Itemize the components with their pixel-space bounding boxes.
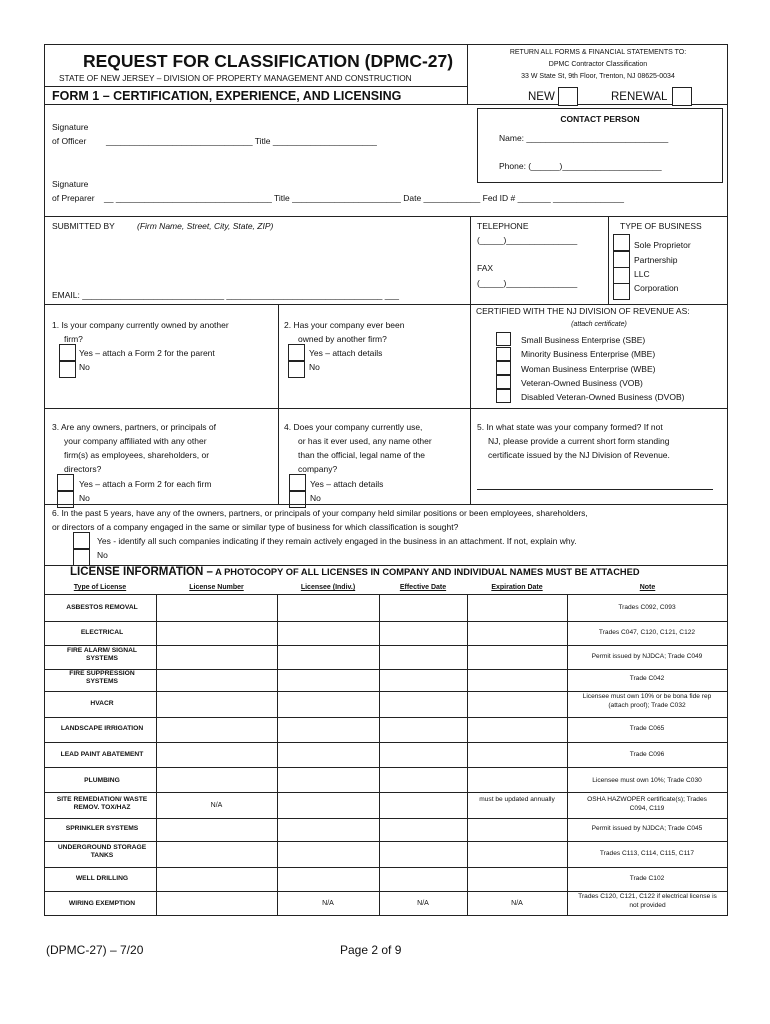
license-note-electrical: Trades C047, C120, C121, C122 [598,629,696,636]
license-row-well-drilling: WELL DRILLING [75,875,129,882]
mbe-label: Minority Business Enterprise (MBE) [521,349,656,359]
q2-yes-label: Yes – attach details [309,348,383,358]
telephone-label: TELEPHONE [477,221,529,231]
q3-text4: directors? [64,464,102,474]
col-licensee: Licensee (Indiv.) [300,584,356,591]
submitted-by-hint: (Firm Name, Street, City, State, ZIP) [137,221,274,231]
q2-no-checkbox[interactable] [288,361,305,378]
contact-phone-field[interactable]: Phone: (______)_____________________ [499,161,662,171]
license-note-hvacr: Licensee must own 10% or be bona fide rep (attach proof); Trade C032 [582,693,712,709]
q1-text: 1. Is your company currently owned by another [52,320,229,330]
dvob-label: Disabled Veteran-Owned Business (DVOB) [521,392,685,402]
wbe-checkbox[interactable] [496,361,511,375]
q6-no-label: No [97,550,108,560]
license-heading [70,566,640,579]
submitted-by-label: SUBMITTED BY [52,221,115,231]
q2-yes-checkbox[interactable] [288,344,305,361]
q4-yes-checkbox[interactable] [289,474,306,491]
license-row-lead-paint: LEAD PAINT ABATEMENT [60,751,144,758]
license-row-asbestos: ASBESTOS REMOVAL [66,604,138,611]
dvob-checkbox[interactable] [496,389,511,403]
license-note-fire-alarm: Permit issued by NJDCA; Trade C049 [591,653,703,660]
business-type-heading: TYPE OF BUSINESS [620,221,702,231]
vob-checkbox[interactable] [496,375,511,389]
q3-text3: firm(s) as employees, shareholders, or [64,450,210,460]
wiring-expiration-na: N/A [511,900,523,907]
q1-no-label: No [79,362,90,372]
officer-signature-label: Signature [52,122,89,132]
llc-label: LLC [634,269,650,279]
col-license-number: License Number [189,584,244,591]
return-address-line2: DPMC Contractor Classification [548,61,648,68]
site-remediation-expiration-note: must be updated annually [479,796,555,803]
license-note-wiring-exemption: Trades C120, C121, C122 if electrical license is not provided [578,893,717,909]
q4-text: 4. Does your company currently use, [284,422,423,432]
license-note-well-drilling: Trade C102 [629,875,665,882]
license-note-sprinkler: Permit issued by NJDCA; Trade C045 [591,825,703,832]
certified-heading: CERTIFIED WITH THE NJ DIVISION OF REVENUE AS: [476,306,690,316]
q3-text2: your company affiliated with any other [64,436,207,446]
license-row-sprinkler: SPRINKLER SYSTEMS [65,825,139,832]
license-row-landscape: LANDSCAPE IRRIGATION [60,725,144,732]
return-address-line1: RETURN ALL FORMS & FINANCIAL STATEMENTS TO: [509,49,687,56]
q1-yes-checkbox[interactable] [59,344,76,361]
q4-yes-label: Yes – attach details [310,479,384,489]
wiring-effective-na: N/A [417,900,429,907]
col-note: Note [639,584,656,591]
license-row-site-remediation: SITE REMEDIATION/ WASTE REMOV. TOX/HAZ [56,796,148,812]
q6-text: 6. In the past 5 years, have any of the owners, partners, or principals of your company held similar positions or been employees, shareholders, [52,508,588,518]
q3-no-checkbox[interactable] [57,491,74,508]
contact-person-heading: CONTACT PERSON [560,114,640,124]
q5-text2: NJ, please provide a current short form standing [488,436,670,446]
officer-signature-field[interactable]: _______________________________ Title ______________________ [106,136,377,146]
email-field[interactable]: EMAIL: ______________________________ _________________________________ ___ [52,290,399,300]
footer-form-id: (DPMC-27) – 7/20 [46,943,144,957]
license-note-fire-suppression: Trade C042 [629,675,665,682]
license-note-lead-paint: Trade C096 [629,751,665,758]
q3-no-label: No [79,493,90,503]
q5-text3: certificate issued by the NJ Division of Revenue. [488,450,670,460]
partnership-checkbox[interactable] [613,251,630,268]
license-row-wiring-exemption: WIRING EXEMPTION [68,900,136,907]
license-row-plumbing: PLUMBING [84,777,120,784]
license-row-fire-suppression: FIRE SUPPRESSION SYSTEMS [69,670,135,686]
new-checkbox[interactable] [558,87,578,106]
q3-yes-label: Yes – attach a Form 2 for each firm [79,479,212,489]
corporation-label: Corporation [634,283,679,293]
preparer-signature-label2: of Preparer [52,193,95,203]
telephone-field[interactable]: (_____)_______________ [477,235,578,245]
license-note-asbestos: Trades C092, C093 [618,604,676,611]
renewal-label: RENEWAL [611,91,668,103]
contact-name-field[interactable]: Name: ______________________________ [499,133,669,143]
sole-proprietor-checkbox[interactable] [613,234,630,251]
license-note-landscape: Trade C065 [629,725,665,732]
llc-checkbox[interactable] [613,267,630,284]
mbe-checkbox[interactable] [496,347,511,361]
fax-field[interactable]: (_____)_______________ [477,278,578,288]
q4-no-label: No [310,493,321,503]
form-title: REQUEST FOR CLASSIFICATION (DPMC-27) [83,51,454,71]
sbe-checkbox[interactable] [496,332,511,346]
q2-text2: owned by another firm? [298,334,387,344]
license-note-site-remediation: OSHA HAZWOPER certificate(s); Trades C094, C119 [587,796,707,812]
q4-text3: than the official, legal name of the [298,450,425,460]
site-remediation-license-number-na: N/A [210,802,223,809]
corporation-checkbox[interactable] [613,283,630,300]
preparer-signature-field[interactable]: __ _________________________________ Title _______________________ Date ____________ Fed ID # _______ _______________ [104,193,624,203]
header-divider [467,44,468,104]
q1-no-checkbox[interactable] [59,361,76,378]
q3-text: 3. Are any owners, partners, or principals of [52,422,216,432]
sbe-label: Small Business Enterprise (SBE) [521,335,646,345]
q4-text2: or has it ever used, any name other [298,436,432,446]
renewal-checkbox[interactable] [672,87,692,106]
q6-yes-label: Yes - identify all such companies indicating if they remain actively engaged in the business in an attachment. If not, explain why. [97,536,577,546]
license-heading-bold: LICENSE INFORMATION – [70,566,213,578]
col-type-of-license: Type of License [73,584,127,591]
license-note-ust: Trades C113, C114, C115, C117 [599,850,695,857]
col-effective-date: Effective Date [399,584,447,591]
q6-text2: or directors of a company engaged in the same or similar type of business for which classification is sought? [52,522,459,532]
q2-no-label: No [309,362,320,372]
q1-yes-label: Yes – attach a Form 2 for the parent [79,348,215,358]
partnership-label: Partnership [634,255,678,265]
vob-label: Veteran-Owned Business (VOB) [521,378,643,388]
license-row-electrical: ELECTRICAL [80,629,124,636]
q3-yes-checkbox[interactable] [57,474,74,491]
q5-text: 5. In what state was your company formed? If not [477,422,663,432]
footer-page-number: Page 2 of 9 [340,943,402,957]
col-expiration-date: Expiration Date [491,584,543,591]
new-label: NEW [528,91,555,103]
license-row-fire-alarm: FIRE ALARM/ SIGNAL SYSTEMS [67,647,137,663]
q4-no-checkbox[interactable] [289,491,306,508]
wiring-licensee-na: N/A [322,900,334,907]
q4-text4: company? [298,464,338,474]
q1-text2: firm? [64,334,83,344]
fax-label: FAX [477,263,494,273]
license-note-plumbing: Licensee must own 10%; Trade C030 [592,777,702,784]
form1-title: FORM 1 – CERTIFICATION, EXPERIENCE, AND LICENSING [52,89,402,103]
return-address-line3: 33 W State St, 9th Floor, Trenton, NJ 08625-0034 [521,73,675,80]
license-row-ust: UNDERGROUND STORAGE TANKS [57,844,147,860]
sole-proprietor-label: Sole Proprietor [634,240,691,250]
officer-signature-label2: of Officer [52,136,87,146]
q5-state-field[interactable] [477,489,713,490]
q6-no-checkbox[interactable] [73,549,90,566]
certified-sub: (attach certificate) [571,321,627,328]
form-subtitle: STATE OF NEW JERSEY – DIVISION OF PROPERTY MANAGEMENT AND CONSTRUCTION [59,73,412,83]
q2-text: 2. Has your company ever been [284,320,405,330]
preparer-signature-label: Signature [52,179,89,189]
license-heading-rest: A PHOTOCOPY OF ALL LICENSES IN COMPANY AND INDIVIDUAL NAMES MUST BE ATTACHED [212,567,640,577]
wbe-label: Woman Business Enterprise (WBE) [521,364,656,374]
license-row-hvacr: HVACR [90,700,114,707]
q6-yes-checkbox[interactable] [73,532,90,549]
